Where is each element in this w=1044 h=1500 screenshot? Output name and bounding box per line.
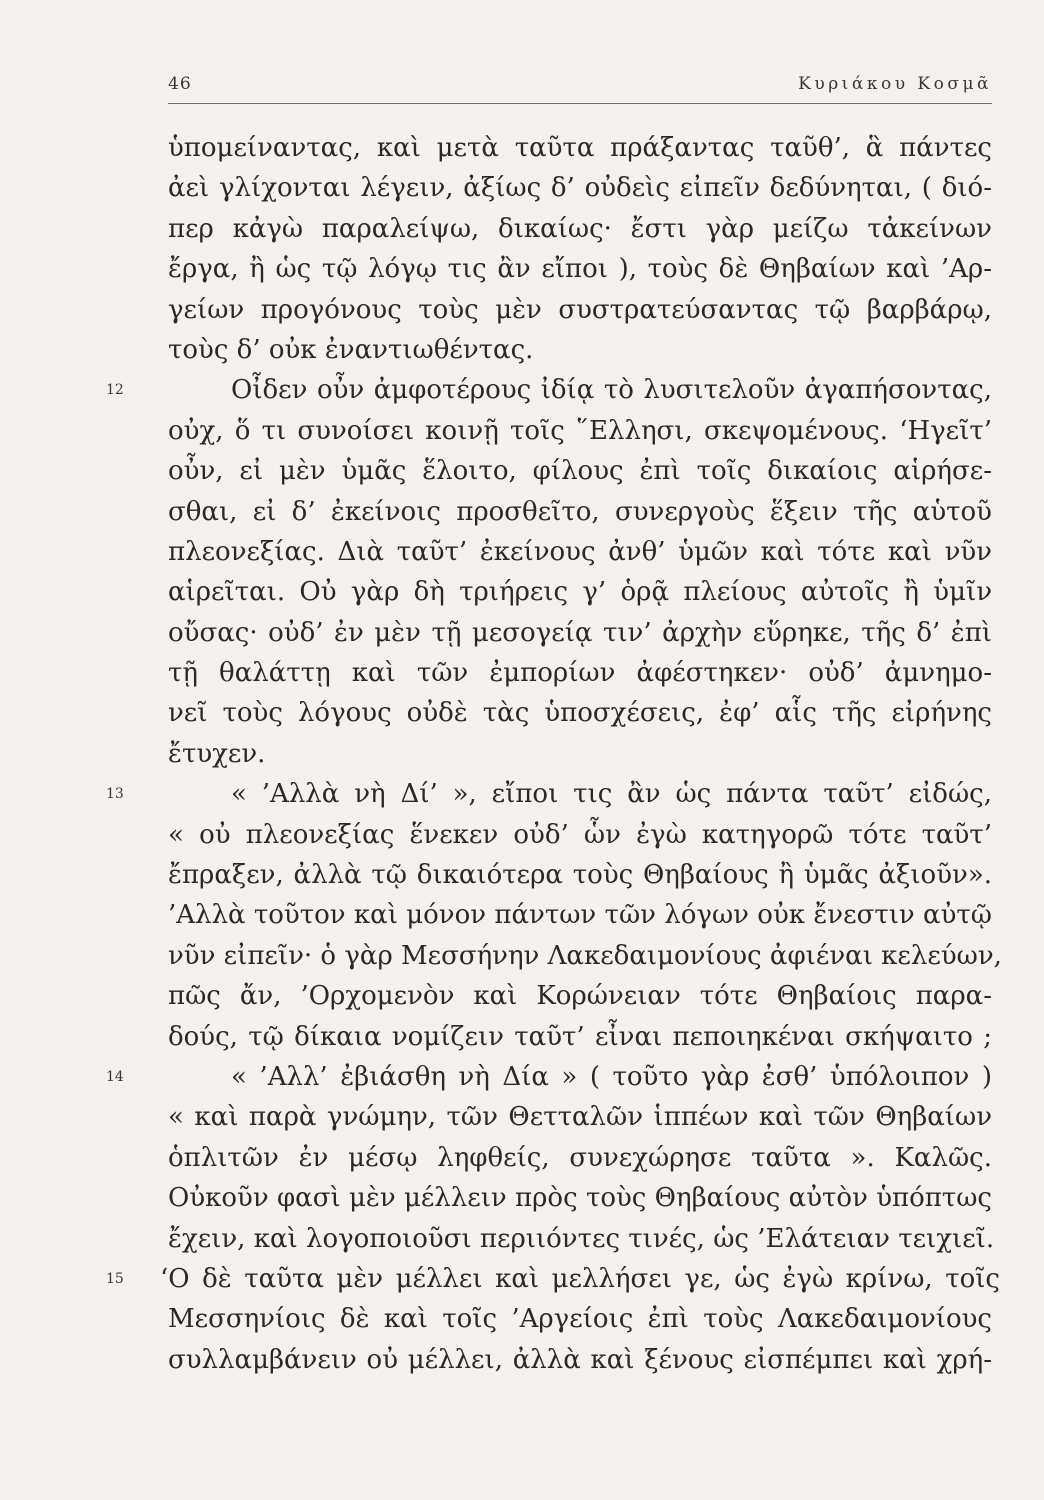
line-text: ὁπλιτῶν ἐν μέσῳ ληφθείς, συνεχώρησε ταῦτα ». Καλῶς. (168, 1142, 992, 1173)
text-line (168, 209, 992, 249)
line-text: περ κἀγὼ παραλείψω, δικαίως· ἔστι γὰρ μείζω τἀκείνων (168, 213, 992, 244)
line-text: νεῖ τοὺς λόγους οὐδὲ τὰς ὑποσχέσεις, ἐφ’ αἷς τῆς εἰρήνης (168, 698, 992, 729)
line-text: « οὐ πλεονεξίας ἕνεκεν οὐδ’ ὧν ἐγὼ κατηγορῶ τότε ταῦτ’ (168, 819, 992, 850)
text-line (168, 734, 992, 774)
text-line (168, 855, 992, 895)
text-line (168, 492, 992, 532)
text-line (168, 249, 992, 289)
line-text: ἔπραξεν, ἀλλὰ τῷ δικαιότερα τοὺς Θηβαίους ἢ ὑμᾶς ἀξιοῦν». (168, 860, 992, 891)
line-text: ἔχειν, καὶ λογοποιοῦσι περιιόντες τινές, ὡς ’Ελάτειαν τειχιεῖ. (168, 1223, 995, 1254)
text-line (168, 936, 1002, 976)
line-text: οὐχ, ὅ τι συνοίσει κοινῇ τοῖς ῞Ελλησι, σκεψομένους. ‘Ηγεῖτ’ (168, 415, 992, 446)
line-text: οὖν, εἰ μὲν ὑμᾶς ἕλοιτο, φίλους ἐπὶ τοῖς δικαίοις αἱρήσε- (168, 456, 992, 487)
line-text: ὑπομείναντας, καὶ μετὰ ταῦτα πράξαντας ταῦθ’, ἃ πάντες (168, 133, 992, 163)
paragraph-number: 13 (106, 786, 124, 803)
line-text: πῶς ἄν, ’Ορχομενὸν καὶ Κορώνειαν τότε Θηβαίοις παρα- (168, 981, 992, 1012)
text-line (106, 370, 992, 410)
text-line (168, 532, 992, 572)
text-line (106, 774, 992, 814)
text-line (168, 330, 992, 370)
text-line (168, 168, 992, 208)
text-line (168, 1138, 992, 1178)
line-text: νῦν εἰπεῖν· ὁ γὰρ Μεσσήνην Λακεδαιμονίους ἀφιέναι κελεύων, (168, 940, 1002, 971)
paragraph-number: 12 (106, 382, 124, 399)
line-text: « ’Αλλ’ ἐβιάσθη νὴ Δία » ( τοῦτο γὰρ ἐσθ’ ὑπόλοιπον ) (231, 1061, 992, 1092)
text-line (168, 1097, 992, 1137)
text-line (168, 1219, 995, 1259)
paragraph-number: 14 (106, 1068, 124, 1085)
line-text: τοὺς δ’ οὐκ ἐναντιωθέντας. (168, 334, 534, 365)
text-line (168, 653, 992, 693)
line-text: ‘Ο δὲ ταῦτα μὲν μέλλει καὶ μελλήσει γε, ὡς ἐγὼ κρίνω, τοῖς (160, 1263, 1000, 1294)
line-text: τῇ θαλάττῃ καὶ τῶν ἐμπορίων ἀφέστηκεν· οὐδ’ ἀμνημο- (168, 658, 992, 689)
line-text: ἀεὶ γλίχονται λέγειν, ἀξίως δ’ οὐδεὶς εἰπεῖν δεδύνηται, ( διό- (168, 173, 992, 204)
page-header (168, 74, 992, 104)
text-line (168, 815, 992, 855)
text-line (168, 693, 992, 733)
line-text: ἔτυχεν. (168, 738, 266, 769)
text-line (168, 290, 992, 330)
line-text: οὔσας· οὐδ’ ἐν μὲν τῇ μεσογείᾳ τιν’ ἀρχὴν εὕρηκε, τῆς δ’ ἐπὶ (168, 617, 992, 648)
header-rule (168, 103, 992, 104)
line-text: « ’Αλλὰ νὴ Δί’ », εἴποι τις ἂν ὡς πάντα ταῦτ’ εἰδώς, (231, 779, 992, 810)
text-line (168, 411, 992, 451)
text-line (168, 451, 992, 491)
running-head: Κυριάκου Κοσμᾶ (798, 74, 992, 94)
line-text: πλεονεξίας. Διὰ ταῦτ’ ἐκείνους ἀνθ’ ὑμῶν καὶ τότε καὶ νῦν (168, 536, 992, 567)
text-line (168, 1299, 992, 1339)
line-text: σθαι, εἰ δ’ ἐκείνοις προσθεῖτο, συνεργοὺς ἕξειν τῆς αὑτοῦ (168, 496, 992, 527)
line-text: ἔργα, ἢ ὡς τῷ λόγῳ τις ἂν εἴποι ), τοὺς δὲ Θηβαίων καὶ ’Αρ- (168, 254, 992, 285)
paragraph-number: 15 (106, 1270, 124, 1287)
line-text: δούς, τῷ δίκαια νομίζειν ταῦτ’ εἶναι πεποιηκέναι σκήψαιτο ; (168, 1021, 992, 1052)
text-line (168, 128, 992, 168)
text-line (168, 572, 992, 612)
text-line (168, 976, 992, 1016)
line-text: γείων προγόνους τοὺς μὲν συστρατεύσαντας τῷ βαρβάρῳ, (168, 294, 992, 325)
line-text: Οἶδεν οὖν ἀμφοτέρους ἰδίᾳ τὸ λυσιτελοῦν ἀγαπήσοντας, (231, 375, 992, 406)
line-text: « καὶ παρὰ γνώμην, τῶν Θετταλῶν ἱππέων καὶ τῶν Θηβαίων (168, 1102, 992, 1133)
line-text: Οὐκοῦν φασὶ μὲν μέλλειν πρὸς τοὺς Θηβαίους αὐτὸν ὑπόπτως (168, 1183, 992, 1214)
text-line (168, 1340, 992, 1380)
body-text (106, 128, 1002, 1380)
line-text: αἱρεῖται. Οὐ γὰρ δὴ τριήρεις γ’ ὁρᾷ πλείους αὐτοῖς ἢ ὑμῖν (168, 577, 992, 608)
line-text: συλλαμβάνειν οὐ μέλλει, ἀλλὰ καὶ ξένους εἰσπέμπει καὶ χρή- (168, 1344, 992, 1375)
text-line (168, 1178, 992, 1218)
text-line (168, 1017, 992, 1057)
text-line (106, 1057, 992, 1097)
line-text: Μεσσηνίοις δὲ καὶ τοῖς ’Αργείοις ἐπὶ τοὺς Λακεδαιμονίους (168, 1304, 992, 1335)
page-number: 46 (168, 74, 192, 94)
line-text: ’Αλλὰ τοῦτον καὶ μόνον πάντων τῶν λόγων οὐκ ἔνεστιν αὐτῷ (168, 900, 992, 931)
text-line (168, 613, 992, 653)
text-line (168, 895, 992, 935)
text-line (106, 1259, 1000, 1299)
